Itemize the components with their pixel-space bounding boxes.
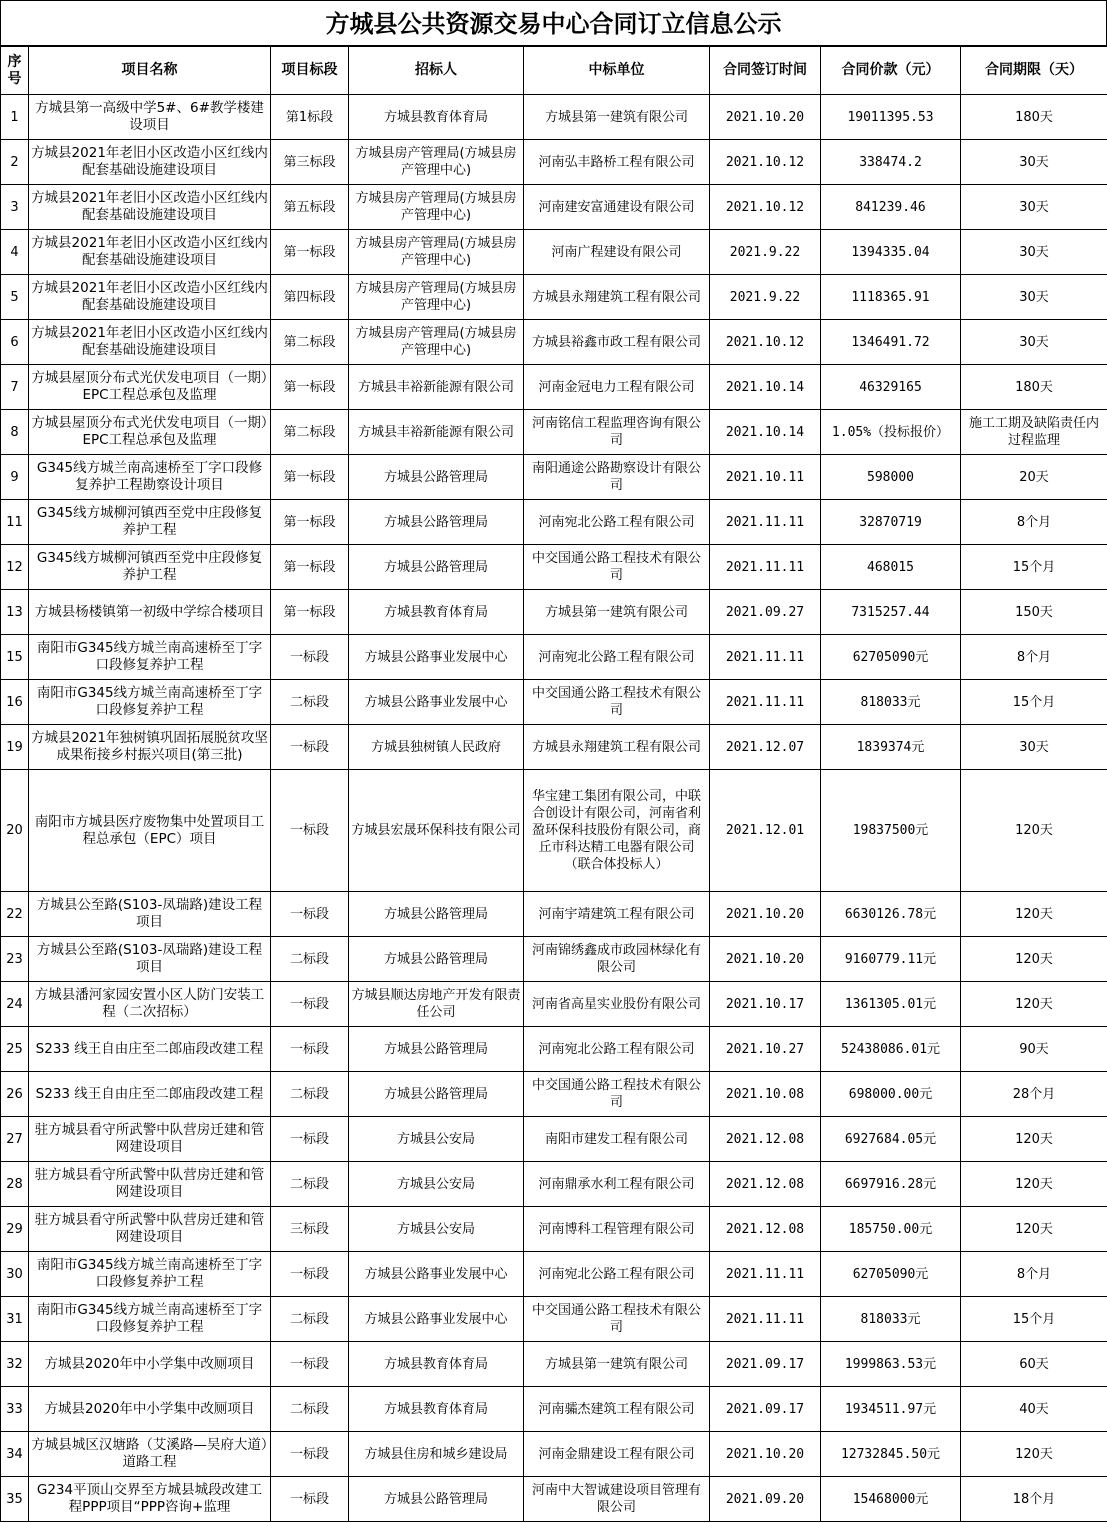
cell-duration: 施工工期及缺陷责任内过程监理: [961, 410, 1107, 455]
cell-section: 第一标段: [271, 230, 349, 275]
cell-price: 1934511.97元: [821, 1387, 961, 1432]
cell-index: 32: [1, 1342, 29, 1387]
cell-price: 46329165: [821, 365, 961, 410]
cell-tenderer: 方城县房产管理局(方城县房产管理中心): [349, 140, 524, 185]
cell-tenderer: 方城县教育体育局: [349, 1387, 524, 1432]
cell-winner: 河南骦杰建筑工程有限公司: [524, 1387, 710, 1432]
cell-index: 28: [1, 1162, 29, 1207]
cell-section: 一标段: [271, 1342, 349, 1387]
cell-tenderer: 方城县顺达房地产开发有限责任公司: [349, 982, 524, 1027]
cell-index: 30: [1, 1252, 29, 1297]
cell-section: 二标段: [271, 1162, 349, 1207]
cell-sign-date: 2021.12.08: [710, 1117, 821, 1162]
cell-price: 6697916.28元: [821, 1162, 961, 1207]
cell-index: 4: [1, 230, 29, 275]
cell-duration: 30天: [961, 320, 1107, 365]
header-cell-tenderer: 招标人: [349, 47, 524, 95]
cell-index: 2: [1, 140, 29, 185]
cell-section: 一标段: [271, 1027, 349, 1072]
cell-price: 818033元: [821, 1297, 961, 1342]
header-cell-index: 序号: [1, 47, 29, 95]
header-cell-section: 项目标段: [271, 47, 349, 95]
cell-index: 24: [1, 982, 29, 1027]
cell-sign-date: 2021.09.20: [710, 1477, 821, 1522]
cell-duration: 120天: [961, 1117, 1107, 1162]
cell-winner: 河南鼎承水利工程有限公司: [524, 1162, 710, 1207]
cell-project-name: G345线方城柳河镇西至党中庄段修复养护工程: [29, 500, 271, 545]
cell-section: 一标段: [271, 635, 349, 680]
cell-project-name: 方城县2021年老旧小区改造小区红线内配套基础设施建设项目: [29, 140, 271, 185]
cell-project-name: 方城县2020年中小学集中改厕项目: [29, 1387, 271, 1432]
cell-price: 338474.2: [821, 140, 961, 185]
cell-index: 20: [1, 770, 29, 892]
cell-winner: 方城县永翔建筑工程有限公司: [524, 275, 710, 320]
header-cell-winner: 中标单位: [524, 47, 710, 95]
cell-sign-date: 2021.11.11: [710, 545, 821, 590]
cell-section: 二标段: [271, 680, 349, 725]
cell-section: 第二标段: [271, 320, 349, 365]
table-row: [1, 937, 1107, 982]
cell-winner: 河南博科工程管理有限公司: [524, 1207, 710, 1252]
cell-project-name: 方城县屋顶分布式光伏发电项目（一期）EPC工程总承包及监理: [29, 410, 271, 455]
cell-price: 6630126.78元: [821, 892, 961, 937]
cell-project-name: G345线方城兰南高速桥至丁字口段修复养护工程勘察设计项目: [29, 455, 271, 500]
cell-index: 8: [1, 410, 29, 455]
cell-tenderer: 方城县公路事业发展中心: [349, 1297, 524, 1342]
cell-price: 1.05%（投标报价）: [821, 410, 961, 455]
cell-tenderer: 方城县公路事业发展中心: [349, 1252, 524, 1297]
cell-section: 一标段: [271, 1477, 349, 1522]
table-row: [1, 1162, 1107, 1207]
cell-duration: 15个月: [961, 680, 1107, 725]
cell-sign-date: 2021.12.01: [710, 770, 821, 892]
cell-price: 7315257.44: [821, 590, 961, 635]
cell-project-name: 方城县2021年老旧小区改造小区红线内配套基础设施建设项目: [29, 230, 271, 275]
cell-sign-date: 2021.10.08: [710, 1072, 821, 1117]
cell-price: 598000: [821, 455, 961, 500]
cell-project-name: 方城县2021年老旧小区改造小区红线内配套基础设施建设项目: [29, 185, 271, 230]
cell-tenderer: 方城县教育体育局: [349, 590, 524, 635]
cell-sign-date: 2021.11.11: [710, 500, 821, 545]
table-row: [1, 1432, 1107, 1477]
cell-index: 9: [1, 455, 29, 500]
cell-price: 818033元: [821, 680, 961, 725]
table-row: [1, 365, 1107, 410]
cell-winner: 河南宛北公路工程有限公司: [524, 635, 710, 680]
cell-tenderer: 方城县公安局: [349, 1117, 524, 1162]
cell-price: 52438086.01元: [821, 1027, 961, 1072]
cell-section: 第四标段: [271, 275, 349, 320]
cell-winner: 方城县第一建筑有限公司: [524, 590, 710, 635]
cell-price: 1346491.72: [821, 320, 961, 365]
cell-project-name: 南阳市G345线方城兰南高速桥至丁字口段修复养护工程: [29, 680, 271, 725]
cell-project-name: 南阳市方城县医疗废物集中处置项目工程总承包（EPC）项目: [29, 770, 271, 892]
cell-tenderer: 方城县公安局: [349, 1162, 524, 1207]
cell-duration: 30天: [961, 185, 1107, 230]
cell-duration: 60天: [961, 1342, 1107, 1387]
cell-index: 35: [1, 1477, 29, 1522]
cell-sign-date: 2021.11.11: [710, 680, 821, 725]
table-row: [1, 410, 1107, 455]
cell-winner: 南阳市建发工程有限公司: [524, 1117, 710, 1162]
cell-duration: 120天: [961, 1432, 1107, 1477]
cell-section: 三标段: [271, 1207, 349, 1252]
cell-index: 34: [1, 1432, 29, 1477]
cell-duration: 120天: [961, 1162, 1107, 1207]
cell-duration: 28个月: [961, 1072, 1107, 1117]
cell-project-name: 南阳市G345线方城兰南高速桥至丁字口段修复养护工程: [29, 1252, 271, 1297]
cell-winner: 河南弘丰路桥工程有限公司: [524, 140, 710, 185]
cell-tenderer: 方城县独树镇人民政府: [349, 725, 524, 770]
cell-section: 第一标段: [271, 500, 349, 545]
cell-tenderer: 方城县房产管理局(方城县房产管理中心): [349, 185, 524, 230]
cell-duration: 30天: [961, 230, 1107, 275]
table-row: [1, 1252, 1107, 1297]
cell-price: 9160779.11元: [821, 937, 961, 982]
cell-sign-date: 2021.12.07: [710, 725, 821, 770]
cell-tenderer: 方城县公路管理局: [349, 455, 524, 500]
cell-section: 第一标段: [271, 455, 349, 500]
cell-index: 15: [1, 635, 29, 680]
table-row: [1, 635, 1107, 680]
cell-winner: 河南金冠电力工程有限公司: [524, 365, 710, 410]
cell-index: 6: [1, 320, 29, 365]
cell-duration: 30天: [961, 275, 1107, 320]
cell-section: 二标段: [271, 1072, 349, 1117]
cell-price: 62705090元: [821, 635, 961, 680]
cell-project-name: S233 线王自由庄至二郎庙段改建工程: [29, 1072, 271, 1117]
cell-index: 31: [1, 1297, 29, 1342]
cell-sign-date: 2021.10.14: [710, 365, 821, 410]
cell-sign-date: 2021.10.12: [710, 185, 821, 230]
table-row: [1, 275, 1107, 320]
cell-index: 3: [1, 185, 29, 230]
page-title: 方城县公共资源交易中心合同订立信息公示: [0, 0, 1107, 46]
cell-price: 1839374元: [821, 725, 961, 770]
cell-sign-date: 2021.11.11: [710, 1297, 821, 1342]
cell-tenderer: 方城县公路事业发展中心: [349, 680, 524, 725]
cell-project-name: 方城县屋顶分布式光伏发电项目（一期）EPC工程总承包及监理: [29, 365, 271, 410]
cell-tenderer: 方城县丰裕新能源有限公司: [349, 365, 524, 410]
cell-index: 26: [1, 1072, 29, 1117]
cell-sign-date: 2021.11.11: [710, 1252, 821, 1297]
cell-project-name: 方城县杨楼镇第一初级中学综合楼项目: [29, 590, 271, 635]
cell-section: 一标段: [271, 770, 349, 892]
cell-duration: 180天: [961, 365, 1107, 410]
cell-winner: 河南宛北公路工程有限公司: [524, 500, 710, 545]
cell-project-name: 方城县公至路(S103-凤瑞路)建设工程项目: [29, 892, 271, 937]
cell-price: 19011395.53: [821, 95, 961, 140]
cell-winner: 河南省高星实业股份有限公司: [524, 982, 710, 1027]
cell-sign-date: 2021.12.08: [710, 1207, 821, 1252]
cell-tenderer: 方城县公路管理局: [349, 892, 524, 937]
cell-section: 第三标段: [271, 140, 349, 185]
header-cell-price: 合同价款（元）: [821, 47, 961, 95]
cell-winner: 中交国通公路工程技术有限公司: [524, 1297, 710, 1342]
table-row: [1, 320, 1107, 365]
cell-duration: 120天: [961, 892, 1107, 937]
cell-price: 62705090元: [821, 1252, 961, 1297]
cell-price: 6927684.05元: [821, 1117, 961, 1162]
cell-duration: 90天: [961, 1027, 1107, 1072]
table-row: [1, 892, 1107, 937]
cell-duration: 120天: [961, 982, 1107, 1027]
cell-index: 25: [1, 1027, 29, 1072]
cell-project-name: 方城县2020年中小学集中改厕项目: [29, 1342, 271, 1387]
table-row: [1, 982, 1107, 1027]
cell-section: 第二标段: [271, 410, 349, 455]
cell-duration: 8个月: [961, 500, 1107, 545]
cell-winner: 南阳通途公路勘察设计有限公司: [524, 455, 710, 500]
table-row: [1, 500, 1107, 545]
cell-section: 一标段: [271, 1432, 349, 1477]
cell-sign-date: 2021.10.14: [710, 410, 821, 455]
header-cell-sign-date: 合同签订时间: [710, 47, 821, 95]
table-row: [1, 1117, 1107, 1162]
cell-duration: 120天: [961, 770, 1107, 892]
cell-project-name: 方城县2021年独树镇巩固拓展脱贫攻坚成果衔接乡村振兴项目(第三批): [29, 725, 271, 770]
cell-sign-date: 2021.10.12: [710, 320, 821, 365]
cell-winner: 方城县永翔建筑工程有限公司: [524, 725, 710, 770]
cell-sign-date: 2021.10.27: [710, 1027, 821, 1072]
cell-sign-date: 2021.10.11: [710, 455, 821, 500]
table-row: [1, 1387, 1107, 1432]
cell-sign-date: 2021.10.20: [710, 1432, 821, 1477]
header-row: [1, 47, 1107, 95]
cell-winner: 中交国通公路工程技术有限公司: [524, 680, 710, 725]
table-row: [1, 1342, 1107, 1387]
cell-duration: 30天: [961, 140, 1107, 185]
cell-section: 一标段: [271, 892, 349, 937]
cell-sign-date: 2021.10.20: [710, 95, 821, 140]
cell-winner: 河南中大智诚建设项目管理有限公司: [524, 1477, 710, 1522]
cell-index: 27: [1, 1117, 29, 1162]
cell-price: 185750.00元: [821, 1207, 961, 1252]
cell-index: 16: [1, 680, 29, 725]
table-row: [1, 185, 1107, 230]
cell-project-name: 驻方城县看守所武警中队营房迁建和管网建设项目: [29, 1117, 271, 1162]
cell-sign-date: 2021.12.08: [710, 1162, 821, 1207]
cell-tenderer: 方城县公路管理局: [349, 1477, 524, 1522]
cell-sign-date: 2021.11.11: [710, 635, 821, 680]
cell-duration: 20天: [961, 455, 1107, 500]
cell-index: 13: [1, 590, 29, 635]
cell-section: 一标段: [271, 1252, 349, 1297]
table-row: [1, 590, 1107, 635]
cell-tenderer: 方城县住房和城乡建设局: [349, 1432, 524, 1477]
cell-section: 二标段: [271, 937, 349, 982]
table-row: [1, 1477, 1107, 1522]
cell-price: 698000.00元: [821, 1072, 961, 1117]
cell-tenderer: 方城县公路管理局: [349, 1072, 524, 1117]
cell-winner: 河南铭信工程监理咨询有限公司: [524, 410, 710, 455]
cell-index: 19: [1, 725, 29, 770]
cell-sign-date: 2021.10.17: [710, 982, 821, 1027]
cell-index: 12: [1, 545, 29, 590]
cell-tenderer: 方城县房产管理局(方城县房产管理中心): [349, 320, 524, 365]
table-row: [1, 770, 1107, 892]
cell-price: 1361305.01元: [821, 982, 961, 1027]
cell-winner: 中交国通公路工程技术有限公司: [524, 545, 710, 590]
cell-winner: 方城县第一建筑有限公司: [524, 1342, 710, 1387]
table-row: [1, 725, 1107, 770]
cell-duration: 18个月: [961, 1477, 1107, 1522]
cell-project-name: 南阳市G345线方城兰南高速桥至丁字口段修复养护工程: [29, 635, 271, 680]
cell-winner: 河南宛北公路工程有限公司: [524, 1252, 710, 1297]
cell-index: 33: [1, 1387, 29, 1432]
cell-duration: 30天: [961, 725, 1107, 770]
cell-duration: 180天: [961, 95, 1107, 140]
cell-project-name: 驻方城县看守所武警中队营房迁建和管网建设项目: [29, 1162, 271, 1207]
cell-project-name: 方城县公至路(S103-凤瑞路)建设工程项目: [29, 937, 271, 982]
cell-project-name: 方城县2021年老旧小区改造小区红线内配套基础设施建设项目: [29, 320, 271, 365]
cell-sign-date: 2021.10.20: [710, 937, 821, 982]
cell-price: 15468000元: [821, 1477, 961, 1522]
cell-price: 32870719: [821, 500, 961, 545]
cell-winner: 中交国通公路工程技术有限公司: [524, 1072, 710, 1117]
cell-winner: 河南金鼎建设工程有限公司: [524, 1432, 710, 1477]
table-row: [1, 455, 1107, 500]
cell-section: 第五标段: [271, 185, 349, 230]
cell-tenderer: 方城县房产管理局(方城县房产管理中心): [349, 275, 524, 320]
cell-tenderer: 方城县公路管理局: [349, 1027, 524, 1072]
cell-index: 22: [1, 892, 29, 937]
cell-section: 一标段: [271, 982, 349, 1027]
cell-price: 1118365.91: [821, 275, 961, 320]
cell-duration: 8个月: [961, 635, 1107, 680]
cell-project-name: S233 线王自由庄至二郎庙段改建工程: [29, 1027, 271, 1072]
cell-tenderer: 方城县宏晟环保科技有限公司: [349, 770, 524, 892]
cell-index: 29: [1, 1207, 29, 1252]
header-cell-project-name: 项目名称: [29, 47, 271, 95]
cell-section: 第1标段: [271, 95, 349, 140]
cell-project-name: 方城县第一高级中学5#、6#教学楼建设项目: [29, 95, 271, 140]
cell-index: 5: [1, 275, 29, 320]
cell-sign-date: 2021.09.27: [710, 590, 821, 635]
cell-price: 468015: [821, 545, 961, 590]
table-row: [1, 140, 1107, 185]
cell-sign-date: 2021.10.20: [710, 892, 821, 937]
table-row: [1, 230, 1107, 275]
table-row: [1, 1297, 1107, 1342]
cell-sign-date: 2021.10.12: [710, 140, 821, 185]
cell-tenderer: 方城县教育体育局: [349, 1342, 524, 1387]
cell-winner: 河南锦绣鑫成市政园林绿化有限公司: [524, 937, 710, 982]
table-row: [1, 680, 1107, 725]
cell-index: 7: [1, 365, 29, 410]
cell-winner: 河南广程建设有限公司: [524, 230, 710, 275]
header-cell-duration: 合同期限（天）: [961, 47, 1107, 95]
cell-duration: 15个月: [961, 545, 1107, 590]
cell-tenderer: 方城县公路事业发展中心: [349, 635, 524, 680]
cell-project-name: 驻方城县看守所武警中队营房迁建和管网建设项目: [29, 1207, 271, 1252]
cell-duration: 120天: [961, 937, 1107, 982]
cell-tenderer: 方城县公路管理局: [349, 500, 524, 545]
cell-winner: 河南宇靖建筑工程有限公司: [524, 892, 710, 937]
cell-project-name: G345线方城柳河镇西至党中庄段修复养护工程: [29, 545, 271, 590]
cell-project-name: 南阳市G345线方城兰南高速桥至丁字口段修复养护工程: [29, 1297, 271, 1342]
cell-duration: 8个月: [961, 1252, 1107, 1297]
cell-section: 二标段: [271, 1387, 349, 1432]
cell-duration: 40天: [961, 1387, 1107, 1432]
table-row: [1, 1027, 1107, 1072]
cell-project-name: 方城县城区汉塘路（艾溪路—吴府大道）道路工程: [29, 1432, 271, 1477]
cell-winner: 华宝建工集团有限公司，中联合创设计有限公司，河南省利盈环保科技股份有限公司，商丘市科达精工电器有限公司（联合体投标人）: [524, 770, 710, 892]
cell-index: 1: [1, 95, 29, 140]
cell-price: 19837500元: [821, 770, 961, 892]
cell-price: 841239.46: [821, 185, 961, 230]
cell-duration: 120天: [961, 1207, 1107, 1252]
cell-tenderer: 方城县公安局: [349, 1207, 524, 1252]
table-row: [1, 1207, 1107, 1252]
cell-project-name: 方城县2021年老旧小区改造小区红线内配套基础设施建设项目: [29, 275, 271, 320]
cell-index: 23: [1, 937, 29, 982]
cell-sign-date: 2021.09.17: [710, 1387, 821, 1432]
cell-section: 第一标段: [271, 590, 349, 635]
cell-price: 1999863.53元: [821, 1342, 961, 1387]
cell-price: 12732845.50元: [821, 1432, 961, 1477]
cell-winner: 方城县裕鑫市政工程有限公司: [524, 320, 710, 365]
cell-section: 一标段: [271, 725, 349, 770]
table-row: [1, 1072, 1107, 1117]
cell-winner: 方城县第一建筑有限公司: [524, 95, 710, 140]
cell-sign-date: 2021.9.22: [710, 230, 821, 275]
table-row: [1, 545, 1107, 590]
cell-sign-date: 2021.9.22: [710, 275, 821, 320]
cell-tenderer: 方城县教育体育局: [349, 95, 524, 140]
cell-section: 一标段: [271, 1117, 349, 1162]
cell-tenderer: 方城县公路管理局: [349, 545, 524, 590]
cell-tenderer: 方城县公路管理局: [349, 937, 524, 982]
cell-duration: 150天: [961, 590, 1107, 635]
cell-duration: 15个月: [961, 1297, 1107, 1342]
cell-project-name: 方城县潘河家园安置小区人防门安装工程（二次招标）: [29, 982, 271, 1027]
table-row: [1, 95, 1107, 140]
cell-index: 11: [1, 500, 29, 545]
cell-tenderer: 方城县房产管理局(方城县房产管理中心): [349, 230, 524, 275]
cell-section: 第一标段: [271, 365, 349, 410]
cell-price: 1394335.04: [821, 230, 961, 275]
cell-winner: 河南宛北公路工程有限公司: [524, 1027, 710, 1072]
cell-section: 二标段: [271, 1297, 349, 1342]
cell-tenderer: 方城县丰裕新能源有限公司: [349, 410, 524, 455]
cell-section: 第一标段: [271, 545, 349, 590]
cell-sign-date: 2021.09.17: [710, 1342, 821, 1387]
contract-table: [0, 46, 1107, 1522]
cell-winner: 河南建安富通建设有限公司: [524, 185, 710, 230]
cell-project-name: G234平顶山交界至方城县城段改建工程PPP项目“PPP咨询+监理: [29, 1477, 271, 1522]
